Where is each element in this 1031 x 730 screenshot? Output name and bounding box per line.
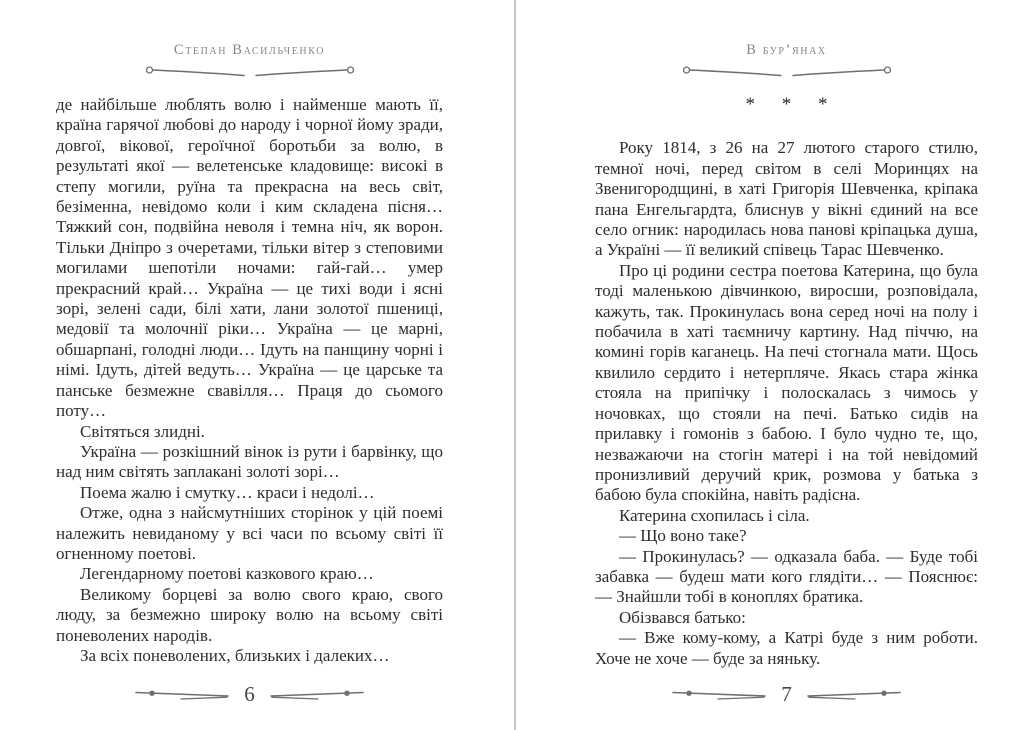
page-text-right	[595, 95, 978, 669]
paragraph: Великому борцеві за волю свого краю, свого люду, за безмежно широку волю на всьому світі поневолених народів.	[56, 584, 443, 645]
paragraph: Року 1814, з 26 на 27 лютого старого стилю, темної ночі, перед світом в селі Моринцях на Звенигородщині, в хаті Григорія Шевченка, кріпака пана Енгельгардта, блиснув у вікні єдиний на все село огник: народилась нова панові кріпацька душа, а Україні — її великий співець Тарас Шевченко.	[595, 138, 978, 260]
paragraph: — Прокинулась? — одказала баба. — Буде тобі забавка — будеш мати кого глядіти… — Пояснює: — Знайшли тобі в коноплях братика.	[595, 546, 978, 607]
paragraph: — Вже кому-кому, а Катрі буде з ним роботи. Хоче не хоче — буде за няньку.	[595, 628, 978, 668]
page-header-right	[595, 0, 978, 79]
paragraph: За всіх поневолених, близьких і далеких…	[80, 645, 390, 665]
paragraph: Світяться злидні.	[80, 421, 205, 441]
page-left	[0, 0, 514, 730]
paragraph: Отже, одна з найсмутніших сторінок у цій поемі належить невиданому у всі часи по всьому світі її огненному поетові.	[56, 503, 443, 563]
paragraph: Україна — розкішний вінок із рути і барвінку, що над ним світять заплакані золоті зорі…	[56, 441, 443, 482]
page-header-left	[56, 0, 443, 79]
page-number: 7	[781, 682, 792, 706]
running-title-book: В бур’янах	[746, 42, 827, 58]
paragraph: Катерина схопилась і сіла.	[619, 505, 810, 525]
footer-flourish-right-icon	[269, 687, 364, 702]
header-flourish-icon	[144, 63, 356, 79]
footer-flourish-left-icon	[135, 687, 230, 702]
footer-flourish-left-icon	[672, 687, 767, 702]
running-title-author: Степан Васильченко	[173, 42, 326, 58]
paragraph: Про ці родини сестра поетова Катерина, що була тоді маленькою дівчинкою, виросши, розповідала, кажуть, так. Прокинулась вона серед ночі на полу і побачила в хаті таємничу картину. Над піччю, на комині горів каганець. На печі стогнала мати. Щось квилило сердито і нетерпляче. Якась стара жінка стояла на припічку і полоскалась з чимось у ночовках, що стояли на печі. Батько сидів на прилавку і гомонів з бабою. І було чудно те, що, незважаючи на стогін матері і на той невідомий пронизливий деручий крик, розмова у батька з бабою була спокійна, навіть радісна.	[595, 260, 978, 505]
paragraph: де найбільше люблять волю і найменше мають її, країна гарячої любові до народу і чорної йому зради, довгої, вікової, героїчної боротьби за волю, в результаті якої — велетенське кладовище: високі в степу могили, руїна та прекрасна на весь світ, безіменна, невідомо коли і ким складена пісня… Тяжкий сон, подвійна неволя і темна ніч, як ворон. Тільки Дніпро з очеретами, тільки вітер з степовими могилами шепотіли ночами: гай-гай… умер прекрасний край… Україна — це тихі води і ясні зорі, зелені сади, білі хати, лани золотої пшениці, медовії та молочнії ріки… Україна — це марні, обшарпані, голодні люди… Ідуть на панщину чорні і німі. Ідуть, дітей ведуть… Україна — це царське та панське безмежне свавілля… Праця до сьомого поту…	[56, 95, 443, 421]
paragraph: — Що воно таке?	[619, 526, 747, 546]
page-number: 6	[244, 682, 255, 706]
paragraph: Легендарному поетові казкового краю…	[80, 564, 374, 584]
page-text-left	[56, 95, 443, 666]
paragraph: Обізвався батько:	[619, 607, 746, 627]
header-flourish-icon	[681, 63, 893, 79]
page-right	[516, 0, 1031, 730]
section-break-ornament: * * *	[745, 94, 839, 115]
footer-flourish-right-icon	[806, 687, 901, 702]
page-footer-left	[56, 684, 443, 705]
paragraph: Поема жалю і смутку… краси і недолі…	[80, 482, 375, 502]
page-footer-right	[595, 684, 978, 705]
